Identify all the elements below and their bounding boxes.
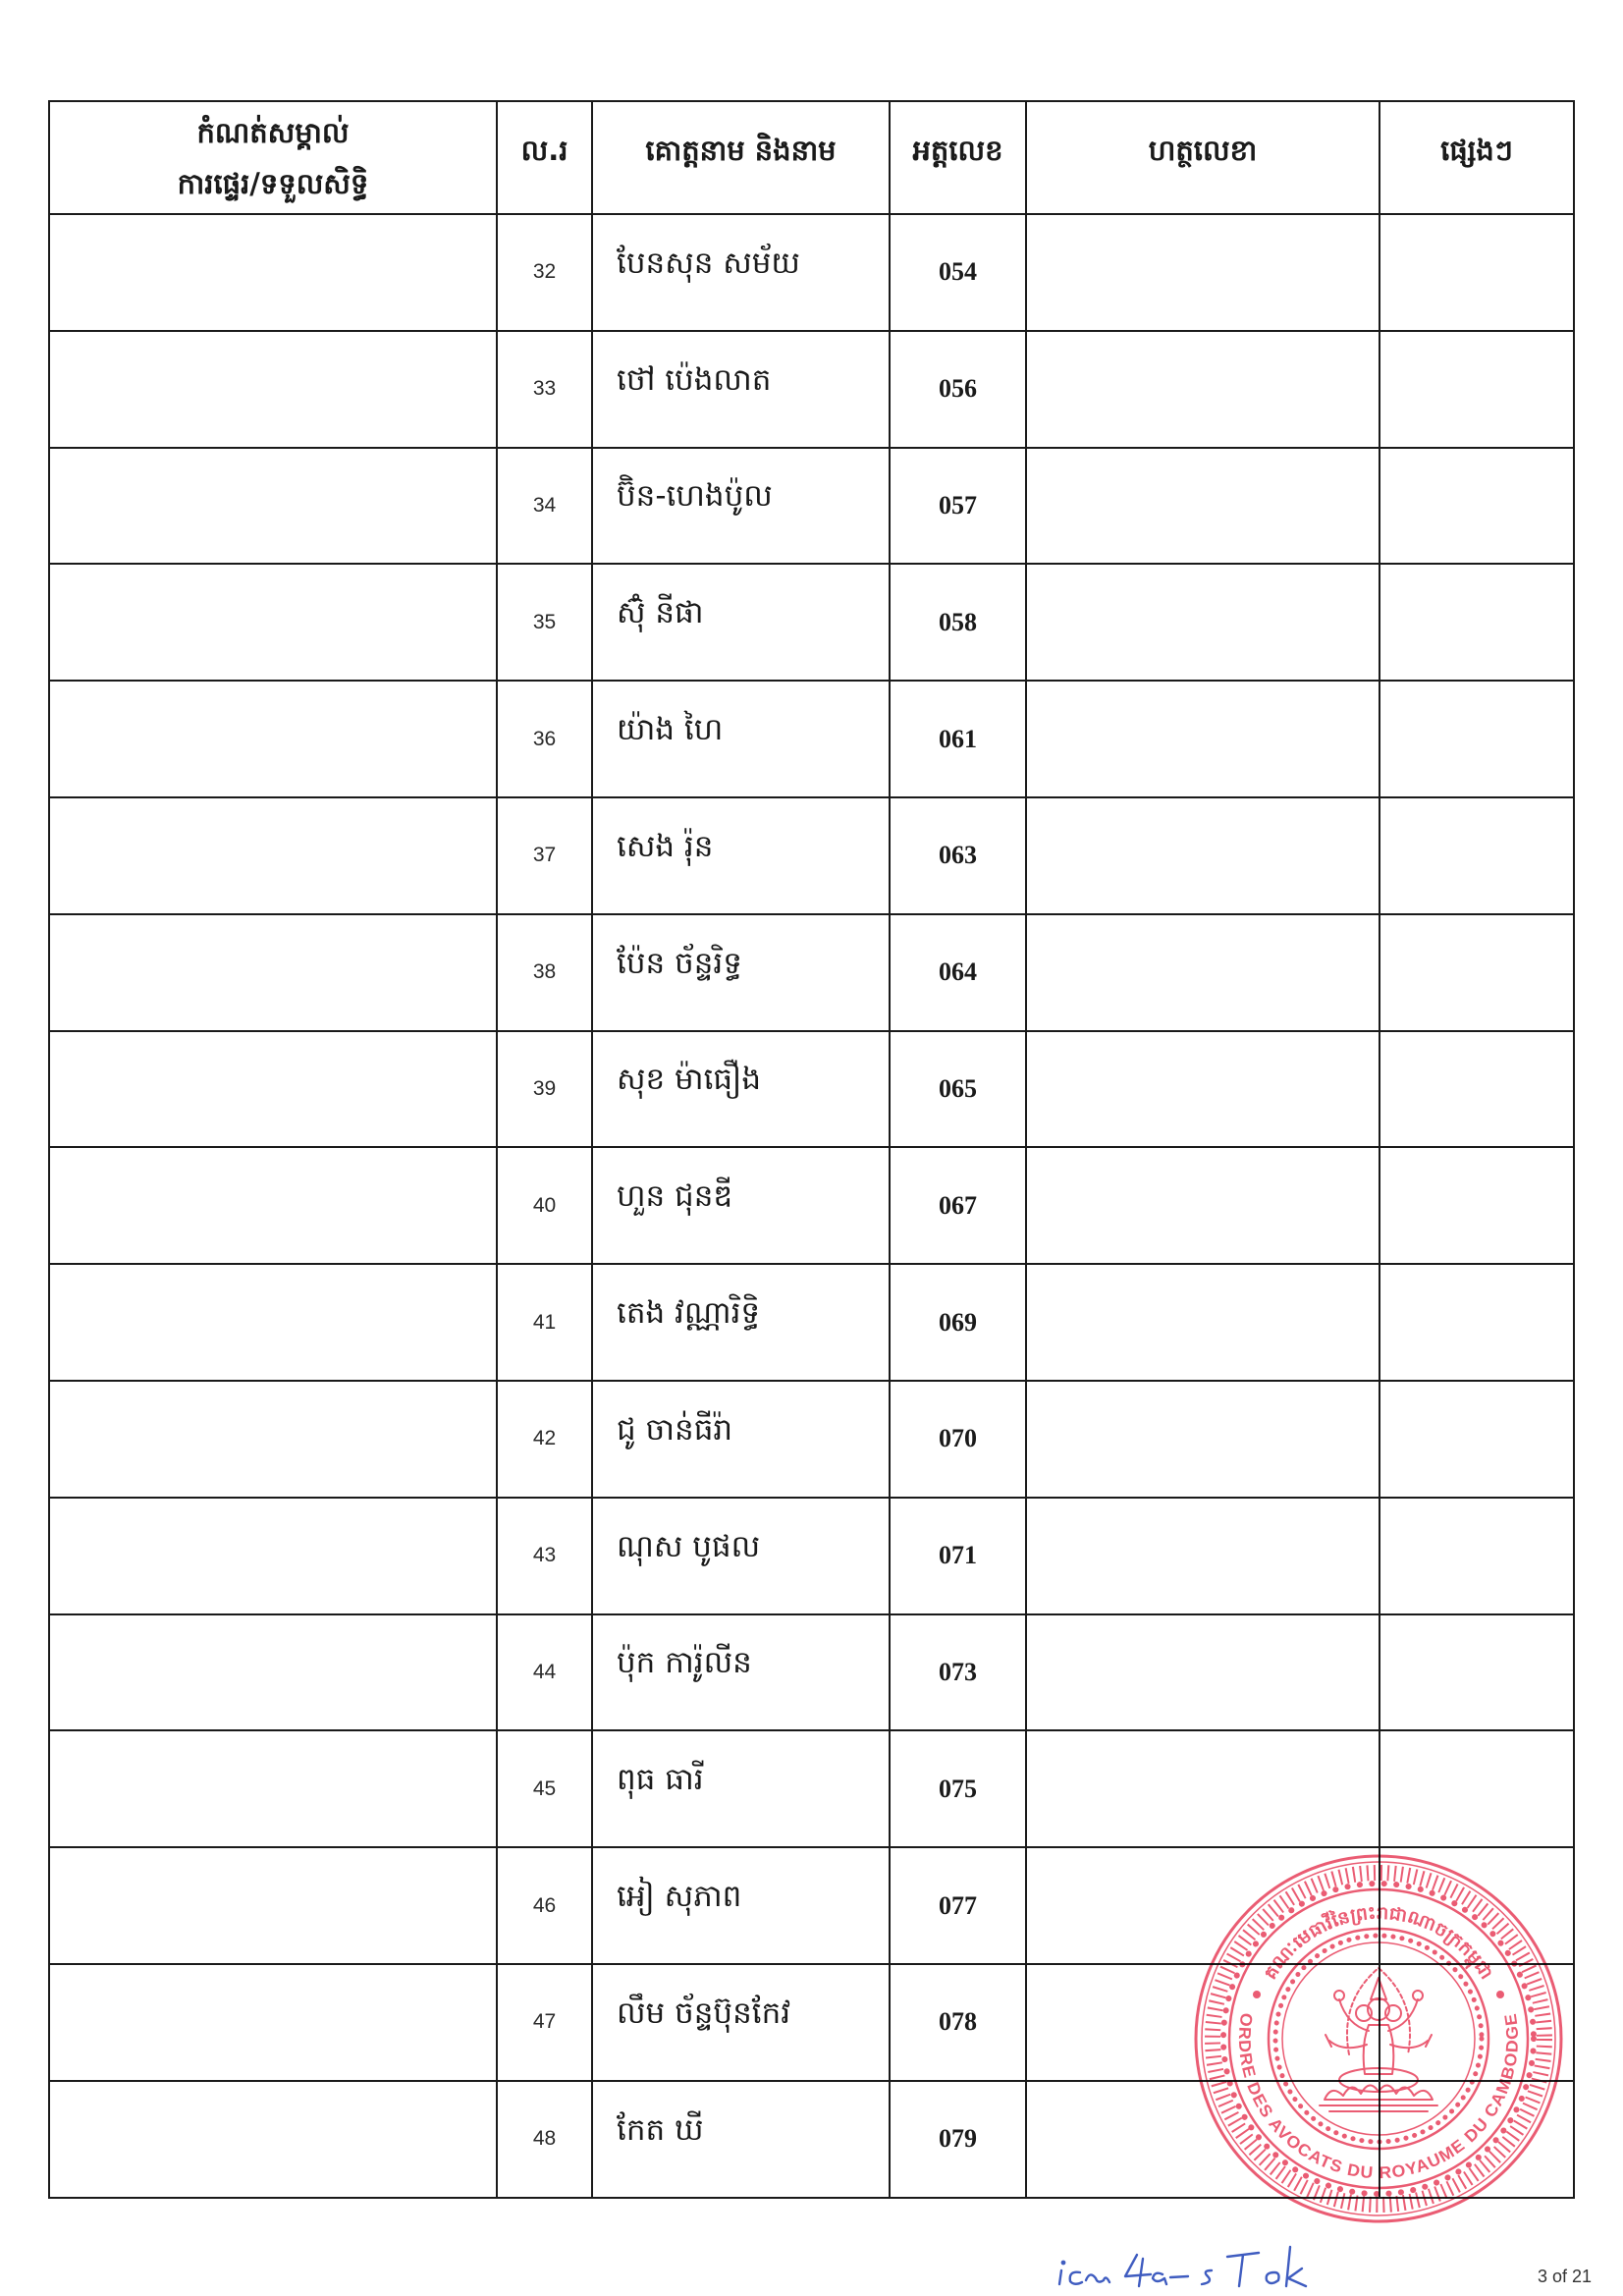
table-row (49, 448, 1574, 565)
notes-cell (49, 1147, 497, 1264)
header-signature: ហត្ថលេខា (1026, 101, 1380, 214)
row-number: 44 (497, 1614, 592, 1731)
handwriting-stroke (1070, 2272, 1082, 2284)
seal-crown (1371, 1978, 1386, 1999)
signature-cell (1026, 1498, 1380, 1614)
notes-cell (49, 564, 497, 681)
seal-separator-dot (1496, 1991, 1504, 1998)
member-name: សុខ ម៉ាធឿង (592, 1031, 890, 1148)
table-row (49, 331, 1574, 448)
row-number: 36 (497, 681, 592, 797)
row-number: 43 (497, 1498, 592, 1614)
member-id: 070 (890, 1381, 1026, 1498)
seal-french-textpath: ORDRE DES AVOCATS DU ROYAUME DU CAMBODGE (1234, 2011, 1523, 2183)
table-row (49, 1614, 1574, 1731)
notes-cell (49, 1730, 497, 1847)
member-name: ស៊ុំ នីផា (592, 564, 890, 681)
handwriting-stroke (1227, 2253, 1259, 2286)
member-name: លឹម ច័ន្ទប៊ុនកែវ (592, 1964, 890, 2081)
member-name: ថៅ ប៉េងលាត (592, 331, 890, 448)
row-number: 41 (497, 1264, 592, 1381)
handwriting-stroke (1086, 2274, 1109, 2282)
member-name: កែត ឃី (592, 2081, 890, 2198)
member-name: ប៊ិន-ហេងប៉ូល (592, 448, 890, 565)
row-number: 35 (497, 564, 592, 681)
other-cell (1380, 1614, 1574, 1731)
member-id: 061 (890, 681, 1026, 797)
notes-cell (49, 1264, 497, 1381)
other-cell (1380, 1147, 1574, 1264)
notes-cell (49, 2081, 497, 2198)
other-cell (1380, 214, 1574, 331)
header-row (49, 101, 1574, 214)
header-notes (49, 101, 497, 214)
member-id: 064 (890, 914, 1026, 1031)
member-name: ប៉ុក ការ៉ូលីន (592, 1614, 890, 1731)
table-row (49, 914, 1574, 1031)
handwriting-stroke (1059, 2270, 1061, 2284)
table-row (49, 1031, 1574, 1148)
handwritten-initials (1055, 2241, 1349, 2290)
signature-cell (1026, 1147, 1380, 1264)
member-id: 075 (890, 1730, 1026, 1847)
signature-cell (1026, 564, 1380, 681)
notes-cell (49, 681, 497, 797)
header-member-id: អត្តលេខ (890, 101, 1026, 214)
member-name: បែនសុន សម័យ (592, 214, 890, 331)
row-number: 40 (497, 1147, 592, 1264)
member-name: អៀ សុភាព (592, 1847, 890, 1964)
signature-cell (1026, 331, 1380, 448)
notes-cell (49, 331, 497, 448)
signature-cell (1026, 1264, 1380, 1381)
seal-deity-figure (1320, 1968, 1437, 2111)
member-name: សេង រ៉ុន (592, 797, 890, 914)
member-name: ហួន ជុនឌី (592, 1147, 890, 1264)
table-row (49, 797, 1574, 914)
table-row (49, 564, 1574, 681)
member-id: 058 (890, 564, 1026, 681)
header-full-name: គោត្តនាម និងនាម (592, 101, 890, 214)
handwriting-stroke (1170, 2276, 1188, 2277)
other-cell (1380, 1498, 1574, 1614)
notes-cell (49, 1381, 497, 1498)
other-cell (1380, 681, 1574, 797)
table-row (49, 1264, 1574, 1381)
header-notes-line2: ការផ្ទេរ/ទទួលសិទ្ធិ (177, 166, 369, 200)
member-id: 054 (890, 214, 1026, 331)
handwriting-stroke (1062, 2262, 1064, 2264)
signature-cell (1026, 681, 1380, 797)
table-row (49, 681, 1574, 797)
signature-cell (1026, 448, 1380, 565)
other-cell (1380, 448, 1574, 565)
member-id: 065 (890, 1031, 1026, 1148)
other-cell (1380, 1031, 1574, 1148)
row-number: 38 (497, 914, 592, 1031)
seal-lotus-base (1325, 2085, 1433, 2100)
seal-hand-object (1325, 2035, 1432, 2047)
bar-association-seal (1192, 1852, 1565, 2225)
signature-cell (1026, 1381, 1380, 1498)
signature-cell (1026, 1031, 1380, 1148)
member-id: 056 (890, 331, 1026, 448)
seal-separator-dot (1253, 1991, 1261, 1998)
notes-cell (49, 1031, 497, 1148)
row-number: 42 (497, 1381, 592, 1498)
member-name: ណុស បូផល (592, 1498, 890, 1614)
other-cell (1380, 1264, 1574, 1381)
table-row (49, 1498, 1574, 1614)
seal-khmer-textpath: គណៈមេធាវីនៃព្រះរាជាណាចក្រកម្ពុជា (1260, 1902, 1496, 1984)
other-cell (1380, 1730, 1574, 1847)
member-name: ប៉ែន ច័ន្ទរិទ្ធ (592, 914, 890, 1031)
other-cell (1380, 914, 1574, 1031)
table-row (49, 1147, 1574, 1264)
member-id: 057 (890, 448, 1026, 565)
notes-cell (49, 1614, 497, 1731)
other-cell (1380, 1381, 1574, 1498)
member-name: ជូ ចាន់ធីរ៉ា (592, 1381, 890, 1498)
seal-dot-band (1223, 1884, 1534, 2194)
member-id: 073 (890, 1614, 1026, 1731)
table-row (49, 1381, 1574, 1498)
handwriting-stroke (1153, 2273, 1166, 2284)
seal-text-ring-inner (1269, 1929, 1488, 2149)
notes-cell (49, 1498, 497, 1614)
page-number: 3 of 21 (1538, 2267, 1593, 2286)
row-number: 33 (497, 331, 592, 448)
notes-cell (49, 914, 497, 1031)
member-id: 078 (890, 1964, 1026, 2081)
other-cell (1380, 564, 1574, 681)
row-number: 46 (497, 1847, 592, 1964)
signature-cell (1026, 1730, 1380, 1847)
notes-cell (49, 214, 497, 331)
member-name: ពុធ ធារី (592, 1730, 890, 1847)
row-number: 39 (497, 1031, 592, 1148)
member-id: 079 (890, 2081, 1026, 2198)
other-cell (1380, 797, 1574, 914)
member-id: 071 (890, 1498, 1026, 1614)
header-other: ផ្សេងៗ (1380, 101, 1574, 214)
member-name: តេង វណ្ណារិទ្ធិ (592, 1264, 890, 1381)
handwriting-stroke (1202, 2270, 1212, 2284)
handwriting-stroke (1125, 2255, 1151, 2286)
signature-cell (1026, 797, 1380, 914)
notes-cell (49, 1847, 497, 1964)
row-number: 48 (497, 2081, 592, 2198)
member-name: យ៉ាង ហៃ (592, 681, 890, 797)
seal-pedestal (1320, 2105, 1437, 2111)
seal-arm (1388, 1999, 1418, 2031)
member-id: 069 (890, 1264, 1026, 1381)
notes-cell (49, 797, 497, 914)
row-number: 32 (497, 214, 592, 331)
table-row (49, 214, 1574, 331)
seal-arm (1339, 1999, 1369, 2031)
row-number: 45 (497, 1730, 592, 1847)
handwriting-stroke (1267, 2272, 1279, 2283)
row-number: 37 (497, 797, 592, 914)
member-id: 067 (890, 1147, 1026, 1264)
other-cell (1380, 331, 1574, 448)
notes-cell (49, 1964, 497, 2081)
signature-cell (1026, 214, 1380, 331)
seal-torso (1364, 2025, 1394, 2074)
member-id: 063 (890, 797, 1026, 914)
header-number: ល.រ (497, 101, 592, 214)
table-row (49, 1730, 1574, 1847)
row-number: 47 (497, 1964, 592, 2081)
signature-cell (1026, 1614, 1380, 1731)
member-id: 077 (890, 1847, 1026, 1964)
signature-cell (1026, 914, 1380, 1031)
row-number: 34 (497, 448, 592, 565)
handwriting-stroke (1286, 2247, 1306, 2286)
notes-cell (49, 448, 497, 565)
header-notes-line1: កំណត់សម្គាល់ (196, 115, 350, 149)
